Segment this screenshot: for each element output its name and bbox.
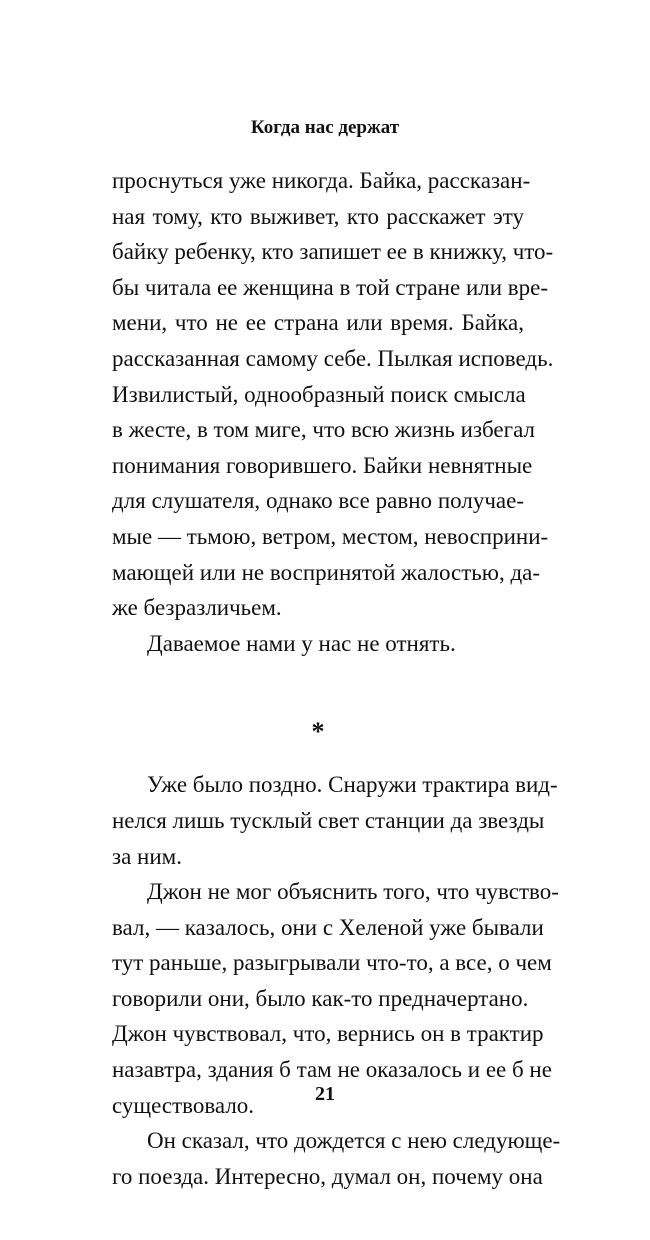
text-line: мени, что не ее страна или время. Байка,	[112, 310, 524, 336]
text-line: Джон не мог объяснить того, что чувство-	[147, 879, 559, 905]
text-line: го поезда. Интересно, думал он, почему она	[112, 1163, 543, 1189]
paragraph	[112, 626, 524, 662]
text-line: существовало.	[112, 1092, 255, 1118]
text-section-after	[112, 767, 561, 1194]
text-line: Даваемое нами у нас не отнять.	[147, 630, 456, 656]
text-line: Джон чувствовал, что, вернись он в трактир	[112, 1021, 544, 1047]
text-line: тут раньше, разыгрывали что-то, а все, о чем	[112, 950, 552, 976]
body-text	[112, 163, 561, 1194]
paragraph	[112, 1123, 561, 1194]
text-line: нелся лишь тусклый свет станции да звезды	[112, 807, 545, 833]
text-line: Он сказал, что дождется с нею следующе-	[147, 1128, 561, 1154]
text-line: вал, — казалось, они с Хеленой уже бывали	[112, 914, 544, 940]
page-number: 21	[315, 1083, 335, 1105]
text-line: проснуться уже никогда. Байка, рассказан-	[112, 168, 531, 193]
text-line: ная тому, кто выживет, кто расскажет эту	[112, 203, 524, 229]
text-line: для слушателя, однако все равно получае-	[112, 488, 524, 514]
paragraph	[112, 163, 554, 626]
paragraph	[112, 767, 558, 874]
text-line: в жесте, в том миге, что всю жизнь избегал	[112, 417, 535, 443]
text-line: понимания говорившего. Байки невнятные	[112, 452, 533, 478]
text-line: мые — тьмою, ветром, местом, невосприни-	[112, 523, 549, 549]
text-line: назавтра, здания б там не оказалось и ее б не	[112, 1057, 552, 1083]
text-line: говорили они, было как-то предначертано.	[112, 985, 529, 1011]
text-line: байку ребенку, кто запишет ее в книжку, что-	[112, 239, 554, 265]
text-section-before	[112, 163, 554, 661]
text-line: бы читала ее женщина в той стране или вре-	[112, 274, 549, 300]
section-separator: *	[311, 717, 325, 747]
text-line: рассказанная самому себе. Пылкая исповедь.	[112, 345, 554, 371]
text-line: Извилистый, однообразный поиск смысла	[112, 381, 526, 407]
running-head: Когда нас держат	[250, 117, 400, 138]
text-line: Уже было поздно. Снаружи трактира вид-	[147, 772, 558, 798]
text-line: за ним.	[112, 843, 182, 869]
text-line: же безразличьем.	[112, 595, 282, 621]
text-line: мающей или не воспринятой жалостью, да-	[112, 559, 541, 585]
